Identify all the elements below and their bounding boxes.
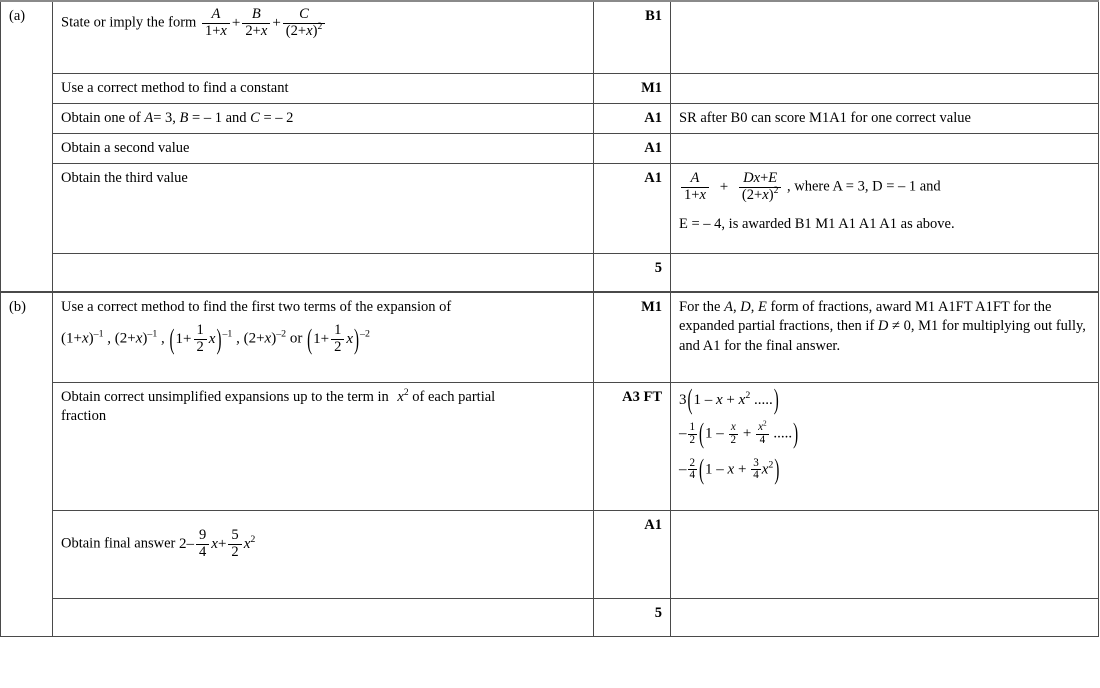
formula-final-answer: 2– $\frac{9}{4}$ x+ $\frac{5}{2}$ $x^2$: [178, 527, 256, 560]
table-row-subtotal: [1, 599, 1099, 637]
variable-x: x: [397, 389, 404, 405]
expansion-term-3: – $\frac{2}{4}$ (1 – x + $\frac{3}{4}$ $x^2$): [679, 455, 780, 486]
description-text: Obtain final answer: [61, 535, 176, 552]
notes-cell: [671, 164, 1099, 254]
row-description: Obtain correct unsimplified expansions up to the term in $x^2$ of each partial fraction: [53, 383, 594, 511]
mark-value: A1: [594, 164, 671, 254]
table-row: [1, 74, 1099, 104]
row-description: [53, 599, 594, 637]
row-description: Obtain one of A= 3, B = – 1 and C = – 2: [53, 104, 594, 134]
mark-value: B1: [594, 1, 671, 74]
row-description: [53, 511, 594, 599]
description-second-line: fraction: [61, 408, 107, 425]
notes-cell: [671, 511, 1099, 599]
row-description: [53, 292, 594, 383]
notes-second-line: E = – 4, is awarded B1 M1 A1 A1 A1 as above.: [679, 216, 955, 233]
description-text: Use a correct method to find the first two terms of the expansion of: [61, 299, 452, 315]
part-label-a: (a): [1, 1, 53, 292]
mark-value: M1: [594, 292, 671, 383]
mark-value: A3 FT: [594, 383, 671, 511]
mark-value: A1: [594, 134, 671, 164]
notes-cell: For the A, D, E form of fractions, award M1 A1FT A1FT for the expanded partial fractions, then if D ≠ 0, M1 for multiplying out fully, and A1 for the final answer.: [671, 292, 1099, 383]
formula-expansion-list: $(1+x)^{-1}$ , $(2+x)^{-1}$ , (1+ $\frac{1}{2}$ x)$^{-1}$ , $(2+x)^{-2}$ or (1+ $\frac{1}{2}$ x)$^{-2}$: [61, 322, 370, 356]
row-description: Use a correct method to find a constant: [53, 74, 594, 104]
formula-partial-fractions: $\frac{A}{1+x}$ + $\frac{B}{2+x}$ + $\frac{C}{(2+x)^2}$: [200, 7, 327, 39]
description-tail: of each partial: [412, 389, 496, 405]
mark-value: A1: [594, 104, 671, 134]
notes-cell: [671, 134, 1099, 164]
notes-cell: SR after B0 can score M1A1 for one correct value: [671, 104, 1099, 134]
description-text: State or imply the form: [61, 14, 197, 31]
notes-cell: [671, 599, 1099, 637]
table-row-subtotal: [1, 254, 1099, 293]
notes-cell: [671, 74, 1099, 104]
formula-ade-form: $\frac{A}{1+x}$ + $\frac{Dx+E}{(2+x)^2}$: [679, 171, 783, 203]
table-row: [1, 134, 1099, 164]
table-row: [1, 292, 1099, 383]
notes-cell: [671, 383, 1099, 511]
notes-tail-text: , where A = 3, D = – 1 and: [787, 178, 941, 195]
row-description: Obtain the third value: [53, 164, 594, 254]
subtotal-mark: 5: [594, 254, 671, 293]
notes-cell: [671, 254, 1099, 293]
description-text: Obtain correct unsimplified expansions up to the term in: [61, 389, 389, 405]
subtotal-mark: 5: [594, 599, 671, 637]
mark-value: M1: [594, 74, 671, 104]
table-row: [1, 164, 1099, 254]
mark-value: A1: [594, 511, 671, 599]
part-label-b: (b): [1, 292, 53, 637]
table-row: [1, 1, 1099, 74]
table-row: [1, 511, 1099, 599]
row-description: [53, 1, 594, 74]
row-description: [53, 254, 594, 293]
notes-cell: [671, 1, 1099, 74]
table-row: [1, 383, 1099, 511]
expansion-term-1: $3(1 - x + x^2$ .....): [679, 385, 779, 417]
row-description: Obtain a second value: [53, 134, 594, 164]
table-row: [1, 104, 1099, 134]
expansion-term-2: – $\frac{1}{2}$ (1 – $\frac{x}{2}$ + $\frac{x^2}{4}$ .....): [679, 418, 799, 451]
